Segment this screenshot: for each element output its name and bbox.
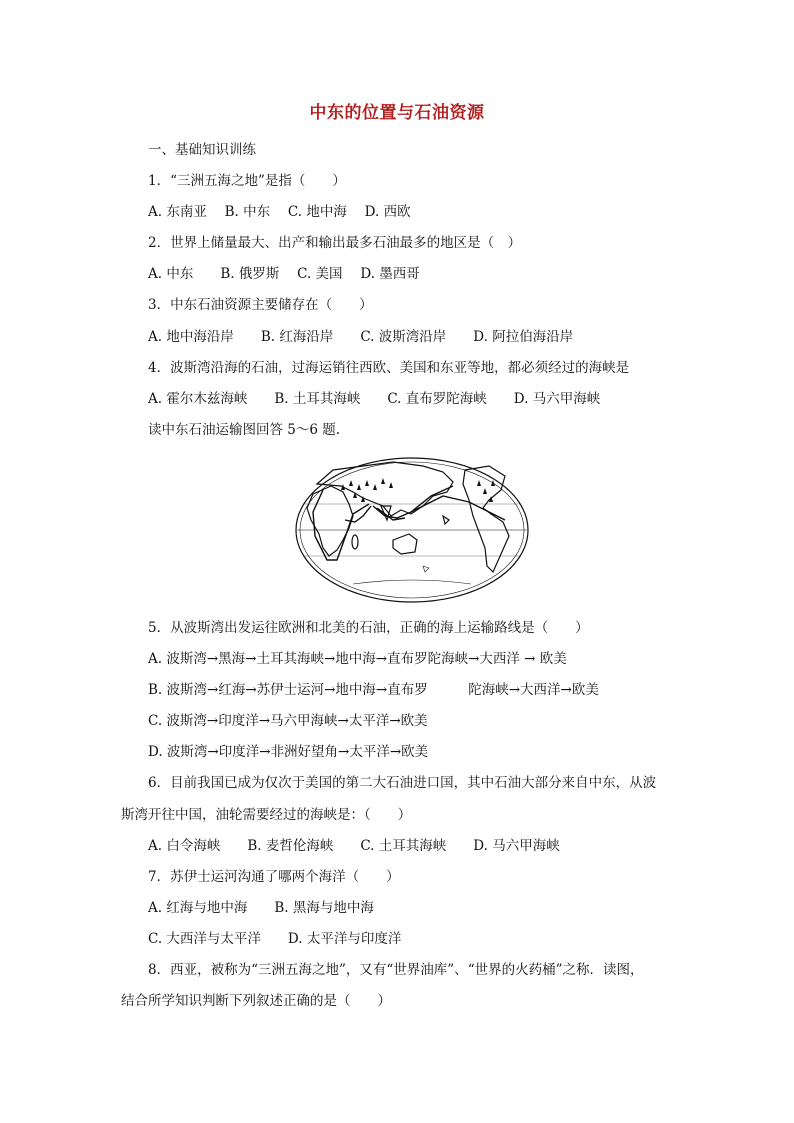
question-7-stem: 7．苏伊士运河沟通了哪两个海洋（ ） xyxy=(148,869,400,885)
question-6-stem-line-1: 6．目前我国已成为仅次于美国的第二大石油进口国，其中石油大部分来自中东，从波 xyxy=(148,775,657,791)
question-8-stem-line-1: 8．西亚，被称为“三洲五海之地”，又有“世界油库”、“世界的火药桶”之称．读图， xyxy=(148,962,644,978)
question-2-options: A. 中东 B. 俄罗斯 C. 美国 D. 墨西哥 xyxy=(148,266,420,282)
oil-transport-map xyxy=(293,456,531,604)
question-7-options-2: C. 大西洋与太平洋 D. 太平洋与印度洋 xyxy=(148,931,402,947)
question-6-options: A. 白令海峡 B. 麦哲伦海峡 C. 土耳其海峡 D. 马六甲海峡 xyxy=(148,838,560,854)
question-5-option-a: A. 波斯湾→黑海→土耳其海峡→地中海→直布罗陀海峡→大西洋 → 欧美 xyxy=(148,651,567,667)
question-2-stem: 2．世界上储量最大、出产和输出最多石油最多的地区是（ ） xyxy=(148,235,522,251)
question-1-options: A. 东南亚 B. 中东 C. 地中海 D. 西欧 xyxy=(148,204,411,220)
question-4-stem: 4．波斯湾沿海的石油，过海运销往西欧、美国和东亚等地，都必须经过的海峡是 xyxy=(148,360,630,376)
section-heading: 一、基础知识训练 xyxy=(148,142,256,158)
question-1-stem: 1．“三洲五海之地”是指（ ） xyxy=(148,173,346,189)
map-intro: 读中东石油运输图回答 5～6 题. xyxy=(148,422,341,438)
question-3-stem: 3．中东石油资源主要储存在（ ） xyxy=(148,297,373,313)
question-4-options: A. 霍尔木兹海峡 B. 土耳其海峡 C. 直布罗陀海峡 D. 马六甲海峡 xyxy=(148,391,601,407)
question-8-stem-line-2: 结合所学知识判断下列叙述正确的是（ ） xyxy=(121,993,391,1009)
question-7-options-1: A. 红海与地中海 B. 黑海与地中海 xyxy=(148,900,374,916)
page-title: 中东的位置与石油资源 xyxy=(309,103,485,123)
question-5-option-c: C. 波斯湾→印度洋→马六甲海峡→太平洋→欧美 xyxy=(148,713,428,729)
question-5-option-b: B. 波斯湾→红海→苏伊士运河→地中海→直布罗 陀海峡→大西洋→欧美 xyxy=(148,682,599,698)
question-5-option-d: D. 波斯湾→印度洋→非洲好望角→太平洋→欧美 xyxy=(148,744,429,760)
australia-outline xyxy=(393,534,417,554)
question-5-stem: 5．从波斯湾出发运往欧洲和北美的石油，正确的海上运输路线是（ ） xyxy=(148,620,589,636)
question-6-stem-line-2: 斯湾开往中国，油轮需要经过的海峡是：（ ） xyxy=(121,807,412,823)
question-3-options: A. 地中海沿岸 B. 红海沿岸 C. 波斯湾沿岸 D. 阿拉伯海沿岸 xyxy=(148,329,574,345)
